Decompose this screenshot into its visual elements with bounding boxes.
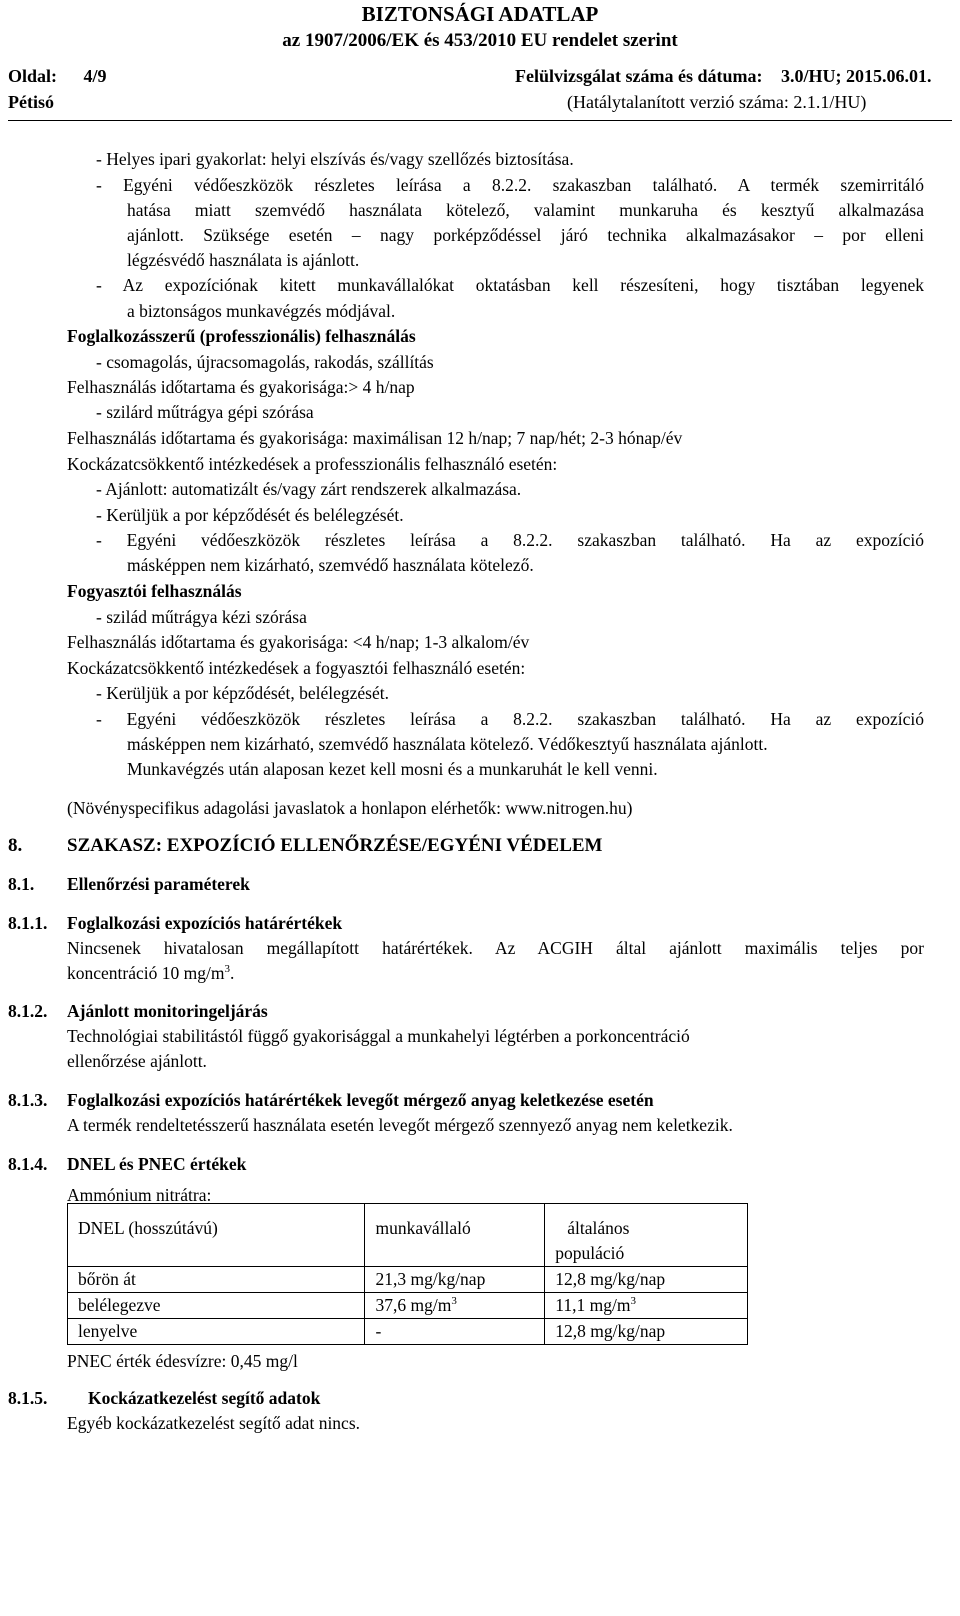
- body-line: másképpen nem kizárható, szemvédő használata kötelező.: [127, 555, 534, 575]
- body-line: - Az expozíciónak kitett munkavállalókat oktatásban kell részesíteni, hogy tisztában legyenek: [96, 275, 924, 295]
- body-line: Felhasználás időtartama és gyakorisága: maximálisan 12 h/nap; 7 nap/hét; 2-3 hónap/év: [67, 428, 683, 448]
- page-label: [8, 66, 107, 87]
- subsection-number: 8.1.: [8, 874, 35, 894]
- table-cell: belélegezve: [68, 1293, 365, 1319]
- table-cell: 21,3 mg/kg/nap: [365, 1267, 545, 1293]
- header-divider: [8, 120, 952, 121]
- body-line: - szilárd műtrágya gépi szórása: [96, 402, 314, 422]
- table-header-cell: munkavállaló: [365, 1204, 545, 1267]
- body-line: másképpen nem kizárható, szemvédő használata kötelező. Védőkesztyű használata ajánlott.: [127, 734, 768, 754]
- body-line: ajánlott. Szüksége esetén – nagy porképződéssel járó technika alkalmazásakor – por elleni: [127, 225, 924, 245]
- body-line: - szilád műtrágya kézi szórása: [96, 607, 307, 627]
- cell-text: 37,6 mg/m: [375, 1295, 452, 1315]
- body-line: A termék rendeltetésszerű használata esetén levegőt mérgező szennyező anyag nem keletkezik.: [67, 1115, 733, 1135]
- table-cell: [365, 1293, 545, 1319]
- body-line: Munkavégzés után alaposan kezet kell mosni és a munkaruhát le kell venni.: [127, 759, 658, 779]
- document-subtitle: az 1907/2006/EK és 453/2010 EU rendelet szerint: [282, 30, 678, 51]
- review-value: 3.0/HU; 2015.06.01.: [780, 66, 932, 86]
- table-cell: -: [365, 1319, 545, 1345]
- document-title: BIZTONSÁGI ADATLAP: [361, 2, 599, 26]
- body-line: ellenőrzése ajánlott.: [67, 1051, 207, 1071]
- concentration-text: koncentráció 10 mg/m: [67, 963, 225, 983]
- body-line: - Kerüljük a por képződését, belélegzését.: [96, 683, 389, 703]
- body-line: [67, 961, 234, 986]
- body-line: - Egyéni védőeszközök részletes leírása a 8.2.2. szakaszban található. Ha az expozíció: [96, 530, 924, 550]
- header-line: általános: [567, 1218, 630, 1238]
- subsection-title: Foglalkozási expozíciós határértékek levegőt mérgező anyag keletkezése esetén: [67, 1090, 654, 1110]
- body-line: Kockázatcsökkentő intézkedések a fogyasztói felhasználó esetén:: [67, 658, 526, 678]
- table-cell: bőrön át: [68, 1267, 365, 1293]
- professional-use-heading: Foglalkozásszerű (professzionális) felhasználás: [67, 326, 416, 346]
- body-line: a biztonságos munkavégzés módjával.: [127, 301, 396, 321]
- product-name: Pétisó: [8, 92, 54, 112]
- body-line: - Helyes ipari gyakorlat: helyi elszívás és/vagy szellőzés biztosítása.: [96, 149, 574, 169]
- subsection-title: Ajánlott monitoringeljárás: [67, 1001, 268, 1021]
- table-row: [68, 1293, 748, 1319]
- superscript: 3: [224, 963, 230, 976]
- header-line: populáció: [555, 1243, 625, 1263]
- table-row: [68, 1319, 748, 1345]
- subsection-title: Ellenőrzési paraméterek: [67, 874, 250, 894]
- review-info: [515, 66, 931, 87]
- subsection-title: DNEL és PNEC értékek: [67, 1154, 247, 1174]
- body-line: Felhasználás időtartama és gyakorisága: <4 h/nap; 1-3 alkalom/év: [67, 632, 530, 652]
- consumer-use-heading: Fogyasztói felhasználás: [67, 581, 242, 601]
- subsection-number: 8.1.1.: [8, 913, 48, 933]
- table-caption: Ammónium nitrátra:: [67, 1185, 212, 1205]
- body-line: - csomagolás, újracsomagolás, rakodás, szállítás: [96, 352, 434, 372]
- subsection-title: Kockázatkezelést segítő adatok: [88, 1388, 321, 1408]
- superseded-version: (Hatálytalanított verzió száma: 2.1.1/HU): [567, 92, 867, 112]
- table-row: [68, 1267, 748, 1293]
- body-line: hatása miatt szemvédő használata kötelező, valamint munkaruha és kesztyű alkalmazása: [127, 200, 924, 220]
- table-header-cell: DNEL (hosszútávú): [68, 1204, 365, 1267]
- subsection-title: Foglalkozási expozíciós határértékek: [67, 913, 343, 933]
- body-line: légzésvédő használata is ajánlott.: [127, 250, 360, 270]
- body-line: - Egyéni védőeszközök részletes leírása a 8.2.2. szakaszban található. Ha az expozíció: [96, 709, 924, 729]
- table-cell: lenyelve: [68, 1319, 365, 1345]
- period: .: [229, 963, 235, 983]
- table-cell: 12,8 mg/kg/nap: [545, 1319, 748, 1345]
- body-line: - Egyéni védőeszközök részletes leírása a 8.2.2. szakaszban található. A termék szemirritáló: [96, 175, 924, 195]
- body-line: Nincsenek hivatalosan megállapított határértékek. Az ACGIH által ajánlott maximális teljes por: [67, 938, 924, 958]
- dnel-table: [67, 1203, 748, 1345]
- body-line: - Kerüljük a por képződését és belélegzését.: [96, 505, 404, 525]
- body-line: - Ajánlott: automatizált és/vagy zárt rendszerek alkalmazása.: [96, 479, 522, 499]
- subsection-number: 8.1.3.: [8, 1090, 48, 1110]
- page-number: 4/9: [83, 66, 107, 86]
- table-cell: [545, 1293, 748, 1319]
- review-label: Felülvizsgálat száma és dátuma:: [515, 66, 763, 86]
- section-title: SZAKASZ: EXPOZÍCIÓ ELLENŐRZÉSE/EGYÉNI VÉDELEM: [67, 835, 603, 856]
- body-line: Kockázatcsökkentő intézkedések a professzionális felhasználó esetén:: [67, 454, 558, 474]
- website-note: (Növényspecifikus adagolási javaslatok a honlapon elérhetők: www.nitrogen.hu): [67, 798, 633, 818]
- table-cell: 12,8 mg/kg/nap: [545, 1267, 748, 1293]
- superscript: 3: [451, 1295, 457, 1308]
- subsection-number: 8.1.4.: [8, 1154, 48, 1174]
- table-header-cell: [545, 1204, 748, 1267]
- subsection-number: 8.1.5.: [8, 1388, 48, 1408]
- body-line: Felhasználás időtartama és gyakorisága:> 4 h/nap: [67, 377, 415, 397]
- subsection-number: 8.1.2.: [8, 1001, 48, 1021]
- table-row: [68, 1204, 748, 1267]
- cell-text: 11,1 mg/m: [555, 1295, 631, 1315]
- section-number: 8.: [8, 835, 23, 856]
- superscript: 3: [630, 1295, 636, 1308]
- page-label-text: Oldal:: [8, 66, 58, 86]
- body-line: Technológiai stabilitástól függő gyakorisággal a munkahelyi légtérben a porkoncentráció: [67, 1026, 690, 1046]
- body-line: Egyéb kockázatkezelést segítő adat nincs.: [67, 1413, 361, 1433]
- pnec-value: PNEC érték édesvízre: 0,45 mg/l: [67, 1351, 298, 1371]
